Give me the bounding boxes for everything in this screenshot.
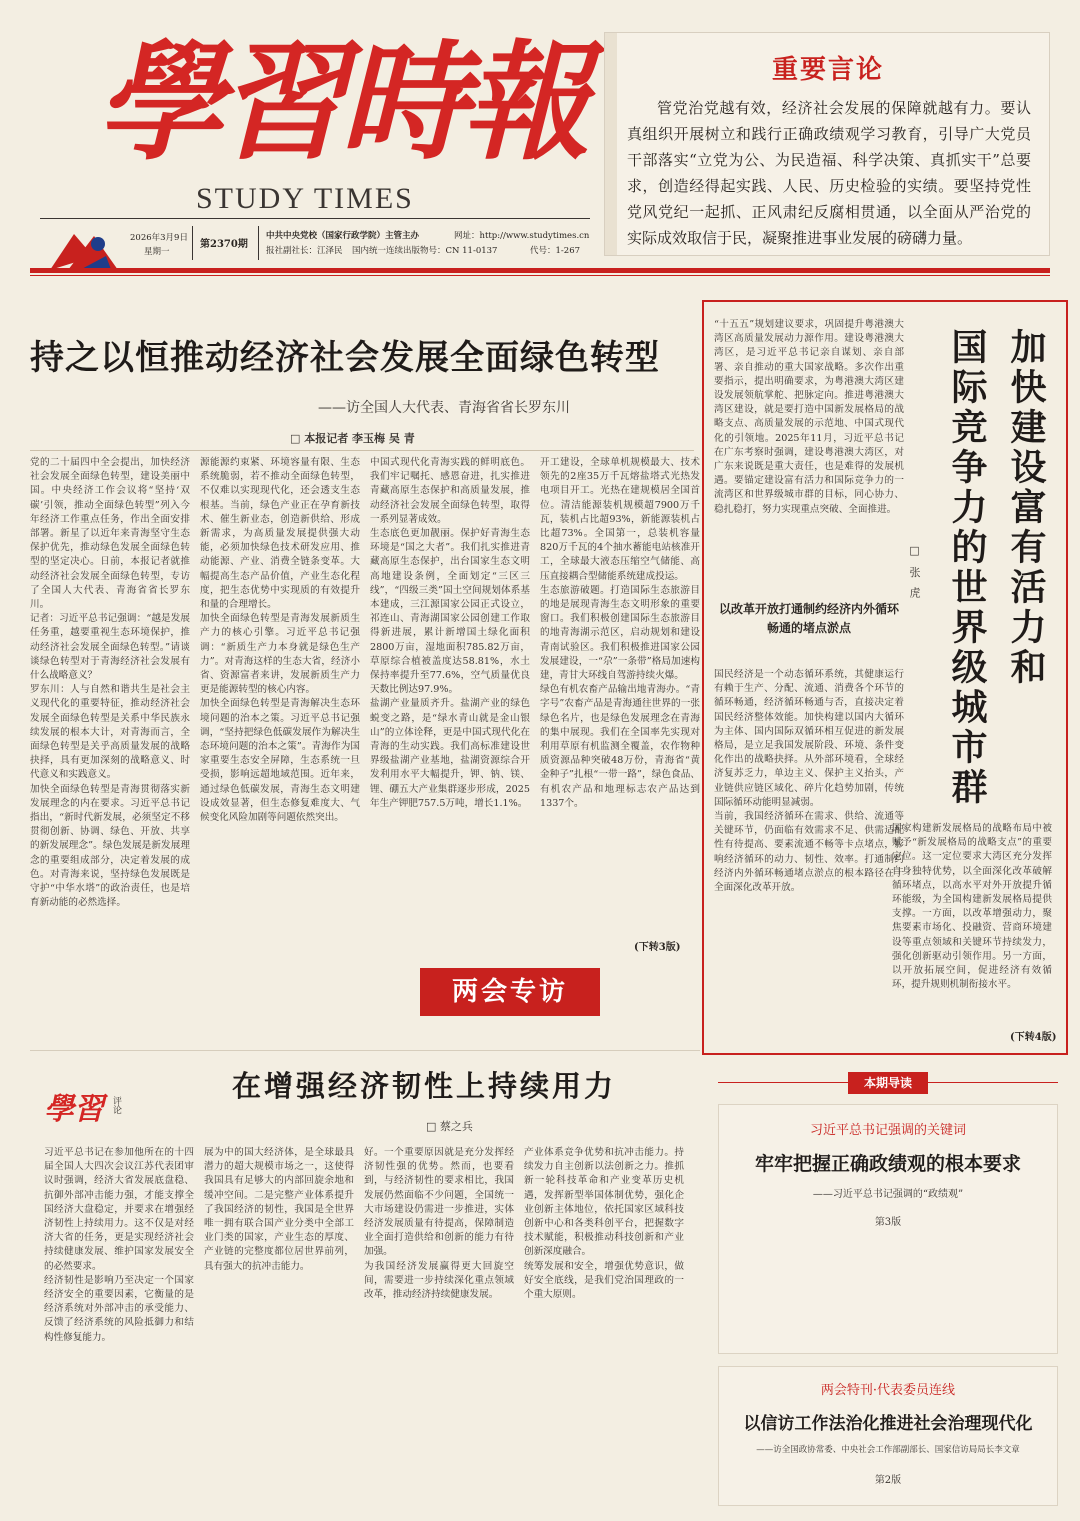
- main-column-3: 中国式现代化青海实践的鲜明底色。我们牢记嘱托、感恩奋进，扎实推进青藏高原生态保护和高质量发展，推动经济社会发展全面绿色转型，取得一系列显著成效。 生态底色更加靓丽。保护好青海生态环境是“国之大者”。我们扎实推进青藏高原生态保护，出台国家生态文明高地建设条例，全面划定“三区三线”，“四级三类”国土空间规划体系基本建成，三江源国家公园正式设立，祁连山、青海湖国家公园创建工作取得新进展，累计新增国土绿化面积2800万亩，湿地面积785.82万亩，草原综合植被盖度达58.81%，水土保持率提升至77.6%，空气质量优良天数比例达97.9%。 盐湖产业量质齐升。盐湖产业的绿色蜕变之路，是“绿水青山就是金山银山”的立体诠释，更是中国式现代化在青海的生动实践。我们高标准建设世界级盐湖产业基地，盐湖资源综合开发利用水平大幅提升，钾、钠、镁、锂、硼五大产业集群逐步形成，2025年生产钾肥757.5万吨，增长1.1%。: [370, 457, 530, 809]
- issue-guide-tab: 本期导读: [848, 1072, 928, 1094]
- main-column-4: 开工建设，全球单机规模最大、技术领先的2座35万千瓦熔盐塔式光热发电项目开工。光热在建规模居全国首位。清洁能源装机规模超7900万千瓦，装机占比超93%，新能源装机占比超73%。全国第一，总装机容量820万千瓦的4个抽水蓄能电站核准开工，全球最大液态压缩空气储能、高压直接耦合型储能系统建成投运。 生态旅游破题。打造国际生态旅游目的地是展现青海生态文明形象的重要窗口。我们积极创建国际生态旅游目的地青海湖示范区，启动规划和建设青南试验区。我们积极推进国家公园发展建设，一“尕”一条带”格局加速构建，青甘大环线自驾游持续火爆。 绿色有机农畜产品输出地青海办。“青字号”农畜产品是青海通往世界的一张绿色名片，也是绿色发展理念在青海的集中展现。我们在全国率先实现对利用草原有机监测全覆盖，农作物种质资源品种突破48万份，青海省“黄金种子”扎根“一带一路”，绿色食品、有机农产品和地理标志农产品达到1337个。: [540, 457, 700, 809]
- important-remarks-box: [604, 32, 1050, 256]
- important-remarks-text: 管党治党越有效，经济社会发展的保障就越有力。要认真组织开展树立和践行正确政绩观学习教育，引导广大党员干部落实“立党为公、为民造福、科学决策、真抓实干”总要求，创造经得起实践、人民、历史检验的实绩。要坚持党性党风党纪一起抓、正风肃纪反腐相贯通，以全面从严治党的实际成效取信于民，凝聚推进事业发展的磅礴力量。: [627, 99, 1031, 247]
- issue-number: 第2370期: [200, 239, 248, 250]
- website-text: 网址：http://www.studytimes.cn: [454, 231, 590, 241]
- resilience-column-4: 产业体系竞争优势和抗冲击能力。持续发力自主创新以法创新之力。推抓新一轮科技革命和产业变革历史机遇，发挥新型举国体制优势，强化企业创新主体地位，依托国家区域科技创新中心和各类科创平台，把握数字技术赋能，积极推动科技创新和产业创新深度融合。 统筹发展和安全，增强优势意识，做好安全底线，是我们党治国理政的一个重大原则。: [524, 1147, 684, 1301]
- issue-date: 2026年3月9日: [130, 233, 188, 243]
- guide-item-1-kicker: 习近平总书记强调的关键词: [809, 1123, 966, 1138]
- headline-line-2: 国际竞争力的世界级城市群: [946, 328, 988, 808]
- urban-cluster-headline: [928, 328, 1052, 818]
- urban-cluster-continue-note: (下转4版): [1010, 1032, 1057, 1043]
- urban-cluster-author: □ 张 虎: [908, 544, 921, 601]
- masthead-divider: [40, 218, 590, 219]
- two-sessions-interview-label: 两会专访: [420, 968, 600, 1016]
- main-subhead: ——访全国人大代表、青海省省长罗东川: [318, 400, 570, 416]
- resilience-column-3: 好。一个重要原因就是充分发挥经济韧性强的优势。然而，也要看到，与经济韧性的要求相比，我国发展仍然面临不少问题，全国统一大市场建设仍需进一步推进，实体经济发展质量有待提高，保障制造业全面打造供给和创新的能力有待加强。 为我国经济发展赢得更大回旋空间，需要进一步持续深化重点领域改革，推动经济持续健康发展。: [364, 1147, 514, 1301]
- headline-line-1: 加快建设富有活力和: [1005, 328, 1047, 688]
- urban-cluster-para-1: “十五五”规划建议要求，巩固提升粤港澳大湾区高质量发展动力源作用。建设粤港澳大湾区，是习近平总书记亲自谋划、亲自部署、亲自推动的重大国家战略。多次作出重要指示，提出明确要求，为粤港澳大湾区建设发展领航掌舵、把脉定向。推进粤港澳大湾区建设，就是要打造中国新发展格局的战略支点、高质量发展的示范地、中国式现代化的引领地。2025年11月，习近平总书记在广东考察时强调，建设粤港澳大湾区，对广东来说既是重大责任，也是难得的发展机遇。要锚定建设富有活力和国际竞争力的一流湾区和世界级城市群的目标，同心协力、稳扎稳打，努力实现重点突破、全面推进。: [714, 319, 904, 515]
- editor-text: 报社副社长：江泽民: [266, 246, 343, 256]
- resilience-column-1: 习近平总书记在参加他所在的十四届全国人大四次会议江苏代表团审议时强调，经济大省发展底盘稳、抗御外部冲击能力强，才能支撑全国经济大盘稳定，并要求在增强经济韧性上持续用力。这不仅是对经济大省的任务，更是实现经济社会持续健康发展、维护国家发展安全的必然要求。 经济韧性是影响乃至决定一个国家经济安全的重要因素，它衡量的是经济系统对外部冲击的承受能力、反馈了经济系统的风险抵御力和结构性修复能力。: [44, 1147, 194, 1343]
- issue-weekday: 星期一: [144, 247, 170, 257]
- study-commentary-logo: 學習: [44, 1092, 104, 1127]
- main-continue-note: (下转3版): [634, 942, 681, 953]
- masthead-red-rule: [30, 268, 1050, 273]
- commentary-tag: 评论: [111, 1096, 121, 1114]
- guide-item-1-title: 牢牢把握正确政绩观的根本要求: [754, 1153, 1021, 1175]
- postal-code: 代号：1-267: [530, 246, 581, 256]
- urban-cluster-para-2: 国民经济是一个动态循环系统，其健康运行有赖于生产、分配、流通、消费各个环节的循环畅通，经济循环畅通与否，直接决定着国民经济整体效能。加快构建以国内大循环为主体、国内国际双循环相互促进的新发展格局，是立足我国发展阶段、环境、条件变化作出的战略抉择。从外部环境看，全球经济复苏乏力，单边主义、保护主义抬头，产业链供应链区域化、碎片化趋势加剧，传统国际循环动能明显减弱。 当前，我国经济循环在需求、供给、流通等关键环节，仍面临有效需求不足、供需适配性有待提高、要素流通不畅等卡点堵点，影响经济循环的动力、韧性、效率。打通制约经济内外循环畅通堵点淤点的根本路径在于全面深化改革开放。: [714, 669, 904, 894]
- urban-cluster-para-3: 国家构建新发展格局的战略布局中被赋予“新发展格局的战略支点”的重要定位。这一定位要求大湾区充分发挥自身独特优势，以全面深化改革破解循环堵点，以高水平对外开放提升循环能级，为全国构建新发展格局提供支撑。一方面，以改革增强动力，聚焦要素市场化、投融资、营商环境建设等重点领域和关键环节持续发力，强化创新驱动引领作用。另一方面，以开放拓展空间，促进经济有效循环，提升规则机制衔接水平。: [892, 823, 1052, 991]
- guide-item-2-page: 第2版: [874, 1475, 902, 1486]
- guide-item-1-page: 第3版: [874, 1217, 902, 1228]
- sponsor-text: 中共中央党校（国家行政学院）主管主办: [266, 231, 420, 241]
- resilience-byline: □ 蔡之兵: [426, 1120, 473, 1133]
- resilience-headline: 在增强经济韧性上持续用力: [232, 1069, 617, 1103]
- guide-item-2-kicker: 两会特刊·代表委员连线: [820, 1383, 956, 1398]
- urban-cluster-subtitle: 以改革开放打通制约经济内外循环畅通的堵点淤点: [718, 602, 899, 635]
- masthead-subtitle: STUDY TIMES: [196, 182, 414, 215]
- resilience-column-2: 展为中的国大经济体，是全球最具潜力的超大规模市场之一，这使得我国具有足够大的内部回旋余地和缓冲空间。二是完整产业体系提升了我国经济的韧性，我国是全世界唯一拥有联合国产业分类中全部工业门类的国家，产业生态的厚度、产业链的完整度都位居世界前列，具有强大的抗冲击能力。: [204, 1147, 354, 1272]
- main-headline: 持之以恒推动经济社会发展全面绿色转型: [30, 338, 660, 378]
- main-byline: □ 本报记者 李玉梅 吴 青: [290, 432, 415, 445]
- serial-number: 国内统一连续出版物号：CN 11-0137: [352, 246, 498, 256]
- masthead-title: 學習時報: [96, 28, 585, 178]
- guide-item-1-subtitle: ——习近平总书记强调的“政绩观”: [812, 1189, 964, 1200]
- guide-item-1[interactable]: [718, 1104, 1058, 1354]
- main-column-1: 党的二十届四中全会提出，加快经济社会发展全面绿色转型，建设美丽中国。中央经济工作会议将“坚持‘双碳’引领，推动全面绿色转型”列入今年经济工作重点任务，作出全面安排部署。新星了以近年来青海坚守生态保护优先，推动绿色发展全面绿色转型的坚定决心。日前，本报记者就推动经济社会发展全面绿色转型，专访了全国人大代表、青海省省长罗东川。 记者：习近平总书记强调：“越是发展任务重，越要重视生态环境保护，推动经济社会发展全面绿色转型。”请谈谈绿色转型对于青海经济社会发展有什么战略意义？ 罗东川：人与自然和谐共生是社会主义现代化的重要特征，推动经济社会发展全面绿色转型是关系中华民族永续发展的根本大计，对青海而言，全面绿色转型是关乎高质量发展的战略抉择，具有更加深刻的战略意义、时代意义和实践意义。 加快全面绿色转型是青海贯彻落实新发展理念的内在要求。习近平总书记指出，“新时代新发展，必须坚定不移贯彻创新、协调、绿色、开放、共享的新发展理念”。绿色发展是新发展理念的重要组成部分，决定着发展的成色。对青海来说，坚持绿色发展既是守护“中华水塔”的政治责任，也是培育新动能的必然选择。: [30, 457, 190, 909]
- publication-info: [130, 226, 590, 262]
- guide-item-2-subtitle: ——访全国政协常委、中央社会工作部副部长、国家信访局局长李文章: [756, 1445, 1020, 1455]
- important-remarks-title: 重要言论: [771, 55, 884, 85]
- main-column-2: 源能源约束紧、环境容量有限、生态系统脆弱，若不推动全面绿色转型，不仅难以实现现代化，还会透支生态根基。当前，绿色产业正在孕育新技术、催生新业态，创造新供给、形成新需求，为高质量发展提供强大动能，必须加快绿色技术研发应用、推动能源、产业、消费全链条变革。大幅提高生态产品价值，产业生态化程度，把生态优势中实现质的有效提升和量的合理增长。 加快全面绿色转型是青海发展新质生产力的核心引擎。习近平总书记强调：“新质生产力本身就是绿色生产力”。对青海这样的生态大省，经济小省、资源富者来讲，发展新质生产力更是能源转型的核心内容。 加快全面绿色转型是青海解决生态环境问题的治本之策。习近平总书记强调，“坚持把绿色低碳发展作为解决生态环境问题的治本之策”。青海作为国家重要生态安全屏障，生态系统一旦受损，影响远超地域范围。近年来，通过绿色低碳发展，青海生态文明建设成效显著，但生态修复难度大、气候变化风险加剧等问题依然突出。: [200, 457, 360, 824]
- guide-item-2[interactable]: [718, 1366, 1058, 1506]
- guide-item-2-title: 以信访工作法治化推进社会治理现代化: [743, 1414, 1033, 1434]
